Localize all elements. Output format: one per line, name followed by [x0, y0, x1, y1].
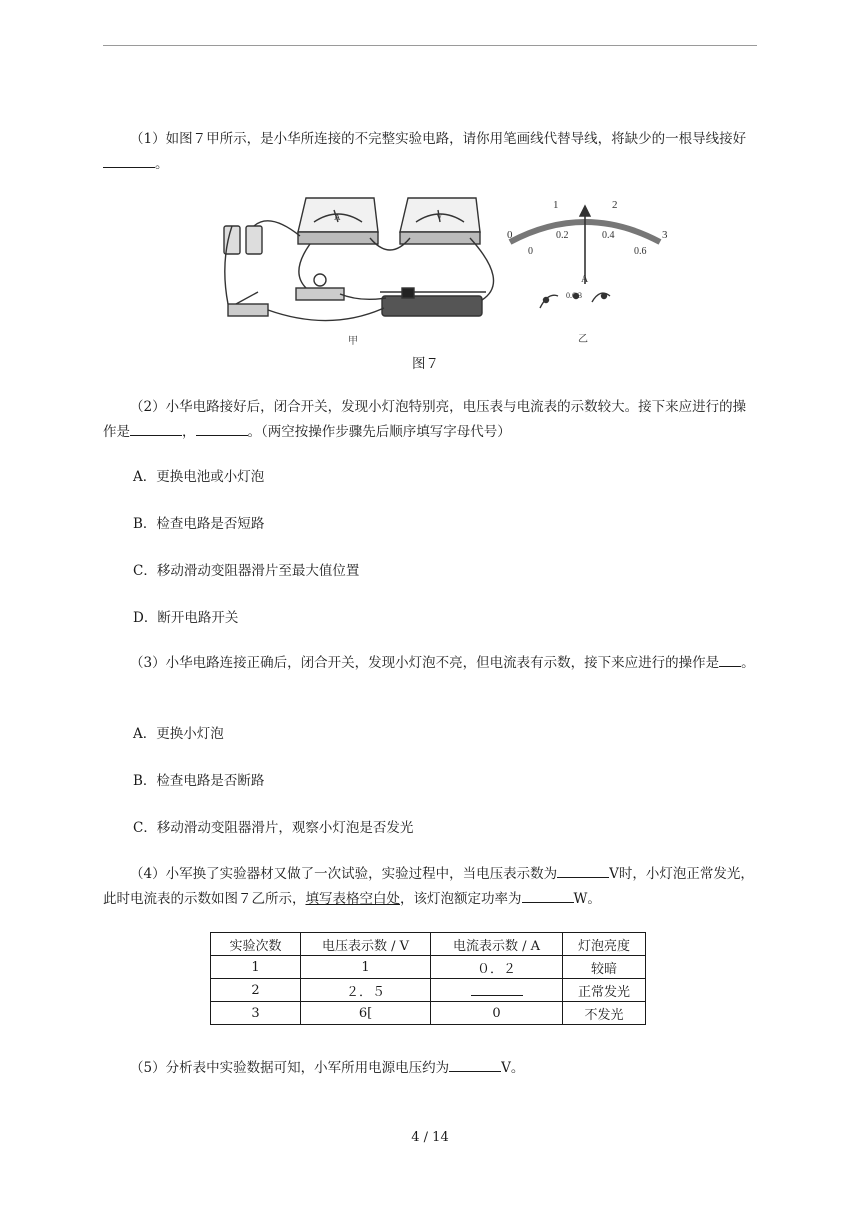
table-cell: 不发光	[563, 1002, 646, 1025]
answer-blank	[522, 888, 574, 903]
ammeter-label: A	[334, 212, 341, 222]
voltmeter-label: V	[436, 212, 443, 222]
figure-label-jia: 甲	[348, 336, 358, 347]
scale-major-1: 1	[553, 199, 559, 211]
table-header-cell: 实验次数	[211, 933, 301, 956]
table-row	[211, 1002, 646, 1025]
table-cell: 1	[211, 956, 301, 979]
lamp-icon	[314, 274, 326, 286]
terminal-label: A	[581, 274, 589, 285]
question-2	[103, 395, 758, 445]
question-2-text: （2）小华电路接好后，闭合开关，发现小灯泡特别亮，电压表与电流表的示数较大。接下来应进行的操作是	[103, 399, 747, 440]
question-1-end: 。	[155, 156, 169, 172]
table-header-cell: 电压表示数 / V	[301, 933, 431, 956]
question-1-text: （1）如图７甲所示，是小华所连接的不完整实验电路，请你用笔画线代替导线，将缺少的一根导线接好	[130, 131, 747, 147]
table-row	[211, 956, 646, 979]
scale-minor-3: 0.6	[634, 246, 647, 257]
table-cell: 正常发光	[563, 979, 646, 1002]
table-cell: 0	[431, 1002, 563, 1025]
answer-blank	[471, 981, 523, 996]
table-header-cell: 电流表示数 / A	[431, 933, 563, 956]
table-header-cell: 灯泡亮度	[563, 933, 646, 956]
header-rule	[103, 45, 757, 46]
question-2-sep: ，	[182, 424, 196, 440]
answer-blank	[449, 1057, 501, 1072]
figure-7-circuit	[210, 192, 680, 352]
question-3	[103, 651, 758, 676]
table-cell: 1	[301, 956, 431, 979]
table-cell: 2	[211, 979, 301, 1002]
scale-minor-1: 0.2	[556, 230, 569, 241]
question-3-end: 。	[741, 655, 755, 671]
data-table	[210, 932, 646, 1025]
question-5-end: V。	[501, 1060, 525, 1076]
table-cell	[431, 979, 563, 1002]
option-3c: C．移动滑动变阻器滑片，观察小灯泡是否发光	[133, 820, 414, 836]
scale-major-2: 2	[612, 199, 618, 211]
question-4-text-b: V时，小灯泡正常发光，此时电流表的示数如图７乙所示，	[103, 866, 754, 907]
scale-major-3: 3	[662, 229, 668, 241]
answer-blank	[557, 863, 609, 878]
question-4-underlined: 填写表格空白处	[305, 891, 400, 907]
switch-icon	[228, 304, 268, 316]
question-4-text-c: ，该灯泡额定功率为	[400, 891, 522, 907]
scale-major-0: 0	[507, 229, 513, 241]
question-5	[103, 1056, 758, 1081]
table-cell: ２．５	[301, 979, 431, 1002]
option-2c: C．移动滑动变阻器滑片至最大值位置	[133, 563, 360, 579]
option-2a: A．更换电池或小灯泡	[133, 469, 265, 485]
answer-blank	[103, 153, 155, 168]
rheostat-icon	[382, 296, 482, 316]
table-header-row	[211, 933, 646, 956]
table-cell: 6[	[301, 1002, 431, 1025]
option-2b: B．检查电路是否短路	[133, 516, 265, 532]
question-5-text: （5）分析表中实验数据可知，小军所用电源电压约为	[130, 1060, 450, 1076]
table-cell: 较暗	[563, 956, 646, 979]
answer-blank	[130, 421, 182, 436]
figure-label-yi: 乙	[578, 334, 588, 345]
page-number: 4 / 14	[411, 1130, 449, 1145]
answer-blank	[719, 652, 741, 667]
table-cell: 3	[211, 1002, 301, 1025]
question-1	[103, 127, 758, 177]
terminal-values: 0.6 3	[566, 291, 582, 300]
scale-minor-2: 0.4	[602, 230, 615, 241]
table-row	[211, 979, 646, 1002]
figure-caption: 图７	[412, 356, 439, 372]
option-3a: A．更换小灯泡	[133, 726, 224, 742]
option-3b: B．检查电路是否断路	[133, 773, 265, 789]
scale-minor-0: 0	[528, 246, 533, 257]
question-4-text-a: （4）小军换了实验器材又做了一次试验，实验过程中，当电压表示数为	[130, 866, 558, 882]
option-2d: D．断开电路开关	[133, 610, 239, 626]
question-4-text-d: W。	[573, 891, 601, 907]
battery-icon	[246, 226, 262, 254]
question-3-text: （3）小华电路连接正确后，闭合开关，发现小灯泡不亮，但电流表有示数，接下来应进行的操作是	[130, 655, 720, 671]
question-2-end: 。（两空按操作步骤先后顺序填写字母代号）	[247, 424, 511, 440]
question-4	[103, 862, 758, 912]
answer-blank	[196, 421, 248, 436]
table-cell: ０．２	[431, 956, 563, 979]
